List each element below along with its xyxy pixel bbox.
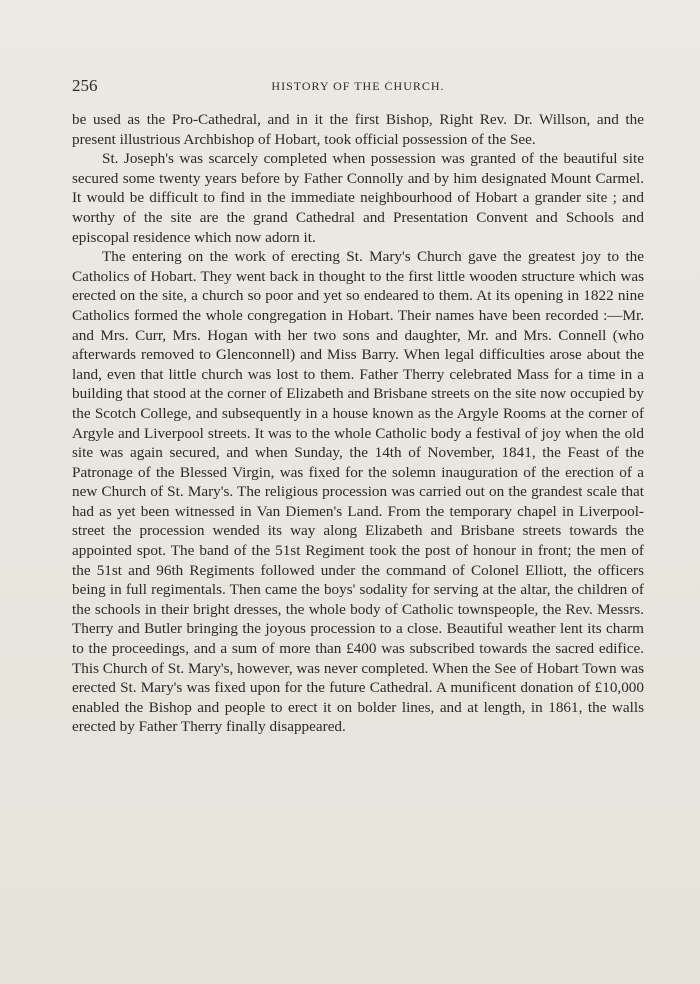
running-title: HISTORY OF THE CHURCH. bbox=[271, 79, 445, 93]
page-number: 256 bbox=[72, 76, 98, 95]
paragraph-st-josephs: St. Joseph's was scarcely completed when possession was granted of the beautiful site secured some twenty years before by Father Connolly and by him designated Mount Carmel. It would be difficult to find in the immediate neighbourhood of Hobart a grander site ; and worthy of the site are the grand Cathedral and Presentation Convent and Schools and episcopal residence which now adorn it. bbox=[72, 150, 644, 246]
body-text bbox=[72, 110, 644, 737]
page-header bbox=[72, 76, 644, 96]
paragraph-continued: be used as the Pro-Cathedral, and in it the first Bishop, Right Rev. Dr. Willson, and the present illustrious Archbishop of Hobart, took official possession of the See. bbox=[72, 111, 644, 148]
paragraph-st-marys: The entering on the work of erecting St. Mary's Church gave the greatest joy to the Catholics of Hobart. They went back in thought to the first little wooden structure which was erected on the site, a church so poor and yet so endeared to them. At its opening in 1822 nine Catholics formed the whole congregation in Hobart. Their names have been recorded :—Mr. and Mrs. Curr, Mrs. Hogan with her two sons and daughter, Mr. and Mrs. Connell (who afterwards removed to Glenconnell) and Miss Barry. When legal difficulties arose about the land, even that little church was lost to them. Father Therry celebrated Mass for a time in a building that stood at the corner of Elizabeth and Brisbane streets on the site now occupied by the Scotch College, and subsequently in a house known as the Argyle Rooms at the corner of Argyle and Liverpool streets. It was to the whole Catholic body a festival of joy when the old site was again secured, and when Sunday, the 14th of November, 1841, the Feast of the Patronage of the Blessed Virgin, was fixed for the solemn inauguration of the erection of a new Church of St. Mary's. The religious procession was carried out on the grandest scale that had as yet been witnessed in Van Diemen's Land. From the temporary chapel in Liverpool-street the procession wended its way along Elizabeth and Brisbane streets towards the appointed spot. The band of the 51st Regiment took the post of honour in front; the men of the 51st and 96th Regiments followed under the command of Colonel Elliott, the officers being in full regimentals. Then came the boys' sodality for serving at the altar, the children of the schools in their bright dresses, the whole body of Catholic townspeople, the Rev. Messrs. Therry and Butler bringing the joyous procession to a close. Beautiful weather lent its charm to the proceedings, and a sum of more than £400 was subscribed towards the sacred edifice. This Church of St. Mary's, however, was never completed. When the See of Hobart Town was erected St. Mary's was fixed upon for the future Cathedral. A munificent donation of £10,000 enabled the Bishop and people to erect it on bolder lines, and at length, in 1861, the walls erected by Father Therry finally disappeared. bbox=[72, 248, 645, 736]
